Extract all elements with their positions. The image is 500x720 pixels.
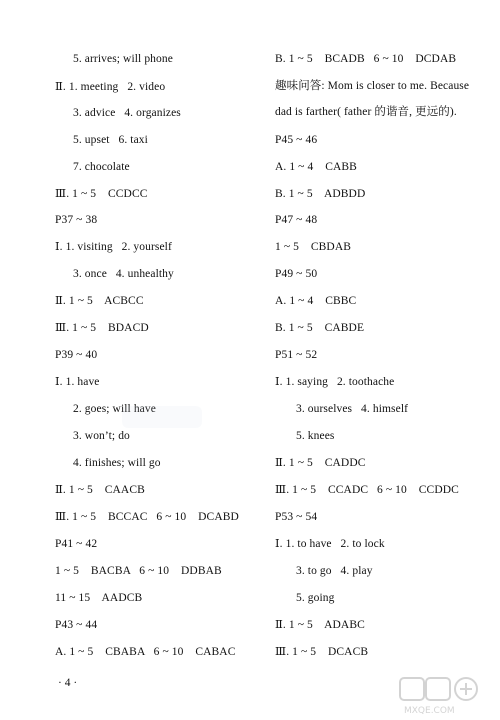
answer-line: 3. won’t; do bbox=[73, 430, 130, 442]
section-heading: P43 ~ 44 bbox=[55, 619, 98, 631]
page-number: · 4 · bbox=[58, 677, 78, 689]
answer-line: 1 ~ 5 CBDAB bbox=[275, 241, 351, 253]
answer-line: A. 1 ~ 5 CBABA 6 ~ 10 CABAC bbox=[55, 646, 236, 658]
answer-line: Ⅲ. 1 ~ 5 CCADC 6 ~ 10 CCDDC bbox=[275, 484, 459, 496]
answer-line: B. 1 ~ 5 BCADB 6 ~ 10 DCDAB bbox=[275, 53, 457, 65]
answer-line: 3. to go 4. play bbox=[296, 565, 373, 577]
answer-line: Ⅰ. 1. have bbox=[55, 376, 100, 388]
answer-line: Ⅲ. 1 ~ 5 DCACB bbox=[275, 646, 369, 658]
answer-line: Ⅱ. 1 ~ 5 CAACB bbox=[55, 484, 145, 496]
answer-line: 3. ourselves 4. himself bbox=[296, 403, 409, 415]
answer-line: Ⅰ. 1. to have 2. to lock bbox=[275, 538, 385, 550]
answer-line: 5. upset 6. taxi bbox=[73, 134, 148, 146]
section-heading: P45 ~ 46 bbox=[275, 134, 318, 146]
fun-question-line: dad is farther( father 的谐音, 更远的). bbox=[275, 106, 457, 118]
section-heading: P51 ~ 52 bbox=[275, 349, 318, 361]
answer-line: A. 1 ~ 4 CBBC bbox=[275, 295, 357, 307]
site-watermark-logo bbox=[398, 674, 494, 716]
answer-line: A. 1 ~ 4 CABB bbox=[275, 161, 357, 173]
answer-line: 5. arrives; will phone bbox=[73, 53, 173, 65]
answer-line: B. 1 ~ 5 ADBDD bbox=[275, 188, 366, 200]
answer-line: Ⅱ. 1 ~ 5 CADDC bbox=[275, 457, 366, 469]
answer-line: Ⅰ. 1. visiting 2. yourself bbox=[55, 241, 172, 253]
answer-line: Ⅰ. 1. saying 2. toothache bbox=[275, 376, 395, 388]
answer-line: 7. chocolate bbox=[73, 161, 130, 173]
section-heading: P49 ~ 50 bbox=[275, 268, 318, 280]
section-heading: P39 ~ 40 bbox=[55, 349, 98, 361]
answer-line: Ⅱ. 1 ~ 5 ACBCC bbox=[55, 295, 144, 307]
svg-text:MXQE.COM: MXQE.COM bbox=[404, 706, 455, 716]
answer-line: Ⅲ. 1 ~ 5 BCCAC 6 ~ 10 DCABD bbox=[55, 511, 239, 523]
section-heading: P37 ~ 38 bbox=[55, 214, 98, 226]
section-heading: P47 ~ 48 bbox=[275, 214, 318, 226]
faint-watermark-icon bbox=[118, 398, 208, 438]
answer-line: Ⅱ. 1. meeting 2. video bbox=[55, 81, 166, 93]
answer-line: 2. goes; will have bbox=[73, 403, 156, 415]
answer-line: B. 1 ~ 5 CABDE bbox=[275, 322, 365, 334]
answer-line: 3. once 4. unhealthy bbox=[73, 268, 174, 280]
answer-line: 4. finishes; will go bbox=[73, 457, 161, 469]
fun-question-line: 趣味问答: Mom is closer to me. Because bbox=[275, 80, 470, 92]
answer-line: 11 ~ 15 AADCB bbox=[55, 592, 143, 604]
answer-line: 3. advice 4. organizes bbox=[73, 107, 181, 119]
section-heading: P41 ~ 42 bbox=[55, 538, 98, 550]
section-heading: P53 ~ 54 bbox=[275, 511, 318, 523]
answer-line: Ⅲ. 1 ~ 5 BDACD bbox=[55, 322, 149, 334]
answer-line: 5. knees bbox=[296, 430, 335, 442]
answer-line: 1 ~ 5 BACBA 6 ~ 10 DDBAB bbox=[55, 565, 222, 577]
answer-line: 5. going bbox=[296, 592, 335, 604]
answer-line: Ⅲ. 1 ~ 5 CCDCC bbox=[55, 188, 148, 200]
answer-line: Ⅱ. 1 ~ 5 ADABC bbox=[275, 619, 365, 631]
